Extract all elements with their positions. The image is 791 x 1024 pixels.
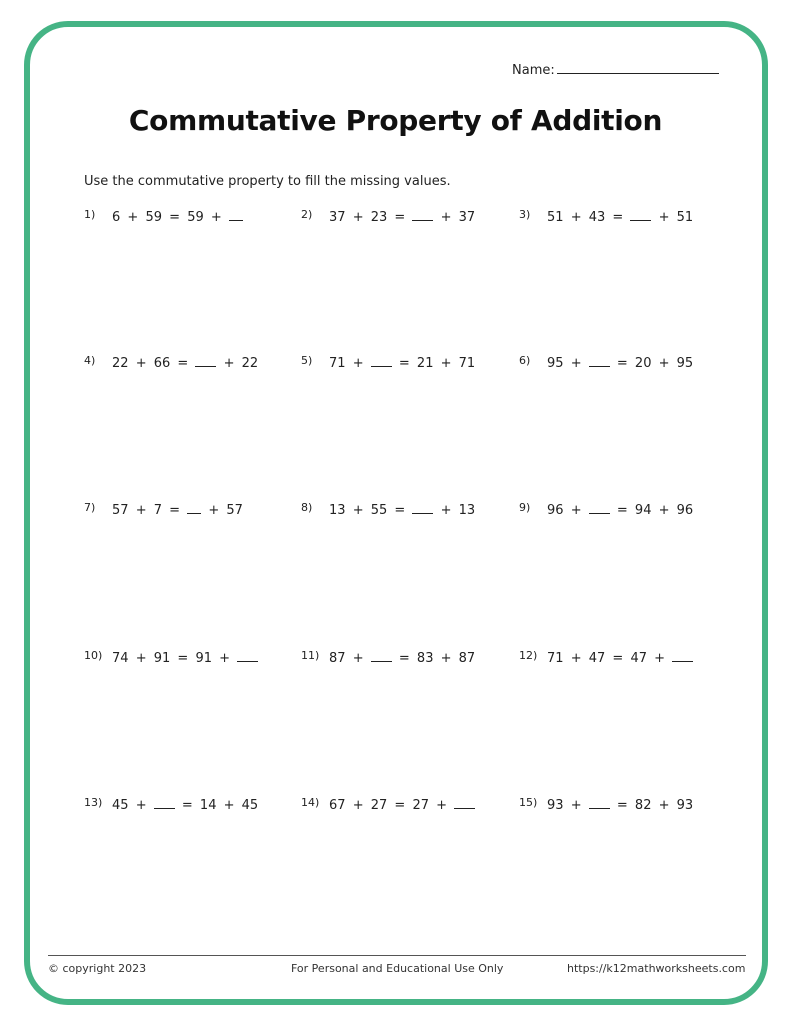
answer-blank[interactable] [229,208,243,221]
operand: 74 [112,651,129,666]
plus-sign: + [570,210,582,225]
problem-3 [519,208,693,225]
operand: 43 [588,210,606,225]
equals-sign: = [394,210,406,225]
operand: 95 [547,356,564,371]
problem-7 [84,501,243,518]
problem-5 [301,354,475,371]
problem-expression [547,208,693,225]
equals-sign: = [181,798,193,813]
answer-blank[interactable] [454,796,475,809]
operand: 91 [153,651,171,666]
operand: 13 [329,503,346,518]
answer-blank[interactable] [589,501,610,514]
footer-copyright: © copyright 2023 [48,962,147,975]
operand: 55 [370,503,388,518]
problem-number: 11) [301,649,320,662]
equals-sign: = [616,503,628,518]
equals-sign: = [398,356,410,371]
operand: 20 [634,356,652,371]
operand: 83 [416,651,434,666]
problem-13 [84,796,258,813]
operand: 14 [199,798,217,813]
operand: 59 [187,210,204,225]
operand: 57 [226,503,243,518]
equals-sign: = [616,356,628,371]
name-blank[interactable] [557,61,719,74]
operand: 37 [329,210,346,225]
plus-sign: + [135,503,147,518]
answer-blank[interactable] [630,208,651,221]
plus-sign: + [658,798,670,813]
operand: 57 [112,503,129,518]
answer-blank[interactable] [672,649,693,662]
problem-11 [301,649,475,666]
answer-blank[interactable] [589,796,610,809]
operand: 87 [329,651,346,666]
problem-number: 13) [84,796,103,809]
worksheet-title: Commutative Property of Addition [128,104,663,137]
answer-blank[interactable] [154,796,175,809]
plus-sign: + [570,651,582,666]
plus-sign: + [127,210,139,225]
problem-expression [329,649,475,666]
problem-number: 10) [84,649,103,662]
problem-8 [301,501,475,518]
plus-sign: + [352,356,364,371]
plus-sign: + [208,503,220,518]
operand: 94 [634,503,652,518]
plus-sign: + [352,651,364,666]
plus-sign: + [440,356,452,371]
problem-expression [112,354,258,371]
operand: 82 [634,798,652,813]
problem-expression [547,649,693,666]
operand: 47 [630,651,648,666]
operand: 93 [676,798,694,813]
problem-14 [301,796,475,813]
problem-9 [519,501,693,518]
problem-number: 12) [519,649,538,662]
plus-sign: + [654,651,666,666]
problem-expression [112,208,243,225]
problem-expression [329,796,475,813]
plus-sign: + [440,503,452,518]
operand: 91 [195,651,213,666]
operand: 71 [329,356,346,371]
problem-number: 8) [301,501,313,514]
problem-15 [519,796,693,813]
equals-sign: = [394,798,406,813]
operand: 37 [458,210,476,225]
problem-number: 1) [84,208,96,221]
problem-number: 9) [519,501,531,514]
name-label: Name: [512,63,555,78]
problem-4 [84,354,258,371]
problem-number: 7) [84,501,96,514]
plus-sign: + [135,356,147,371]
operand: 13 [458,503,476,518]
problem-number: 15) [519,796,538,809]
instructions: Use the commutative property to fill the missing values. [84,174,451,189]
plus-sign: + [440,210,452,225]
operand: 27 [412,798,430,813]
plus-sign: + [436,798,448,813]
operand: 51 [547,210,564,225]
problem-2 [301,208,475,225]
answer-blank[interactable] [371,354,392,367]
operand: 6 [112,210,121,225]
operand: 23 [370,210,388,225]
answer-blank[interactable] [195,354,216,367]
answer-blank[interactable] [412,501,433,514]
equals-sign: = [612,651,624,666]
operand: 93 [547,798,564,813]
plus-sign: + [570,503,582,518]
problem-expression [547,501,693,518]
operand: 87 [458,651,476,666]
problem-number: 14) [301,796,320,809]
answer-blank[interactable] [187,501,201,514]
plus-sign: + [223,798,235,813]
plus-sign: + [658,356,670,371]
operand: 95 [676,356,694,371]
problem-expression [329,208,475,225]
operand: 51 [676,210,694,225]
operand: 59 [145,210,163,225]
operand: 71 [458,356,476,371]
answer-blank[interactable] [371,649,392,662]
problem-number: 6) [519,354,531,367]
problem-number: 4) [84,354,96,367]
operand: 21 [416,356,434,371]
problem-12 [519,649,693,666]
problem-expression [112,796,258,813]
equals-sign: = [169,503,181,518]
operand: 71 [547,651,564,666]
plus-sign: + [570,798,582,813]
equals-sign: = [612,210,624,225]
name-field [512,61,719,78]
problem-expression [329,501,475,518]
footer-url: https://k12mathworksheets.com [567,962,746,975]
operand: 22 [112,356,129,371]
plus-sign: + [135,651,147,666]
equals-sign: = [398,651,410,666]
plus-sign: + [658,210,670,225]
operand: 45 [241,798,259,813]
operand: 27 [370,798,388,813]
answer-blank[interactable] [589,354,610,367]
problem-expression [547,354,693,371]
equals-sign: = [177,356,189,371]
operand: 7 [153,503,163,518]
equals-sign: = [394,503,406,518]
operand: 67 [329,798,346,813]
plus-sign: + [352,210,364,225]
plus-sign: + [352,503,364,518]
problem-expression [112,649,258,666]
plus-sign: + [352,798,364,813]
plus-sign: + [223,356,235,371]
problem-number: 2) [301,208,313,221]
equals-sign: = [169,210,181,225]
operand: 22 [241,356,259,371]
plus-sign: + [440,651,452,666]
problem-expression [112,501,243,518]
operand: 96 [676,503,694,518]
equals-sign: = [177,651,189,666]
plus-sign: + [570,356,582,371]
plus-sign: + [210,210,222,225]
operand: 96 [547,503,564,518]
answer-blank[interactable] [412,208,433,221]
problem-10 [84,649,258,666]
plus-sign: + [135,798,147,813]
problem-expression [329,354,475,371]
footer-usage: For Personal and Educational Use Only [291,962,504,975]
plus-sign: + [658,503,670,518]
operand: 47 [588,651,606,666]
problem-expression [547,796,693,813]
answer-blank[interactable] [237,649,258,662]
problem-6 [519,354,693,371]
problem-1 [84,208,243,225]
problem-number: 5) [301,354,313,367]
problem-number: 3) [519,208,531,221]
operand: 45 [112,798,129,813]
equals-sign: = [616,798,628,813]
operand: 66 [153,356,171,371]
footer-divider [48,955,746,956]
plus-sign: + [219,651,231,666]
